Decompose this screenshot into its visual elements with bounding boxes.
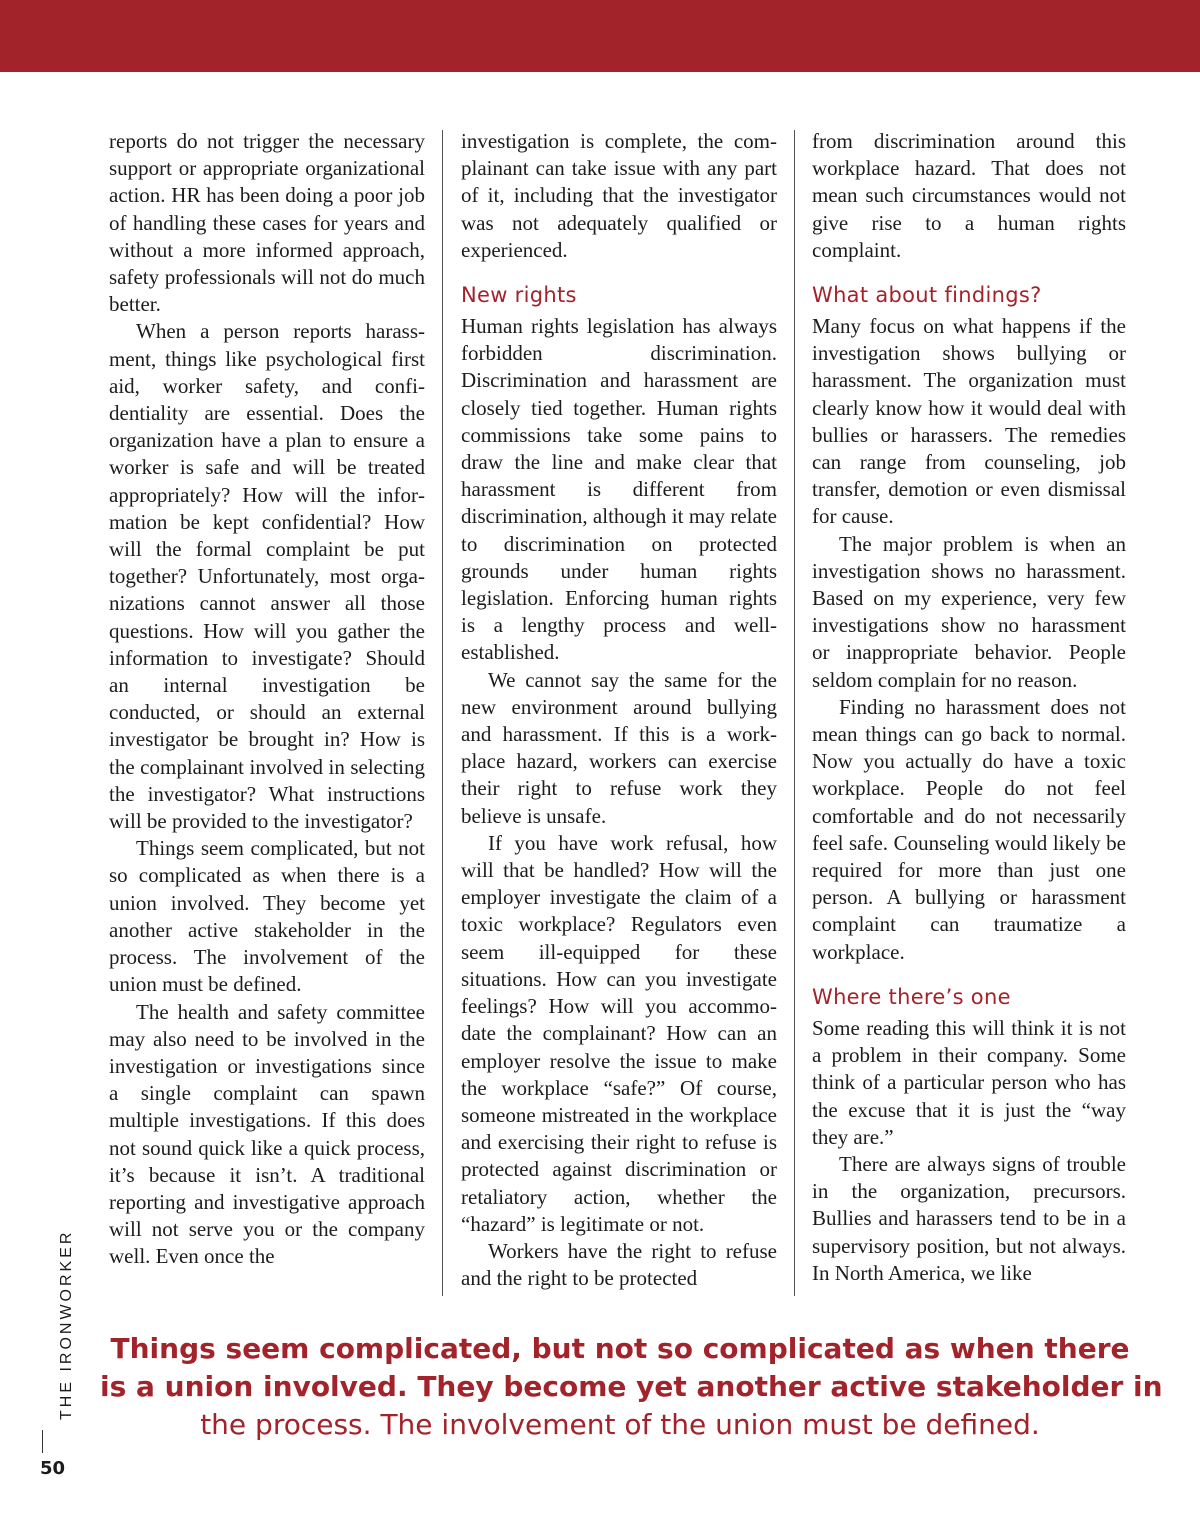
paragraph: Workers have the right to refuse and the right to be protected — [461, 1238, 777, 1291]
paragraph: Human rights legislation has always forbidden discrimination. Discrimination and harassment are closely tied together. Human rights commissions take some pains to draw the line and make clear that harassment is different from discrimination, although it may relate to discrimination on protected grounds under human rights legislation. Enforcing human rights is a lengthy process and well-established. — [461, 314, 777, 665]
paragraph: The major problem is when an investigation shows no harassment. Based on my experience, very few investigations show no harassment or inappropriate behavior. People seldom complain for no reason. — [812, 531, 1126, 692]
section-heading: Where there’s one — [812, 984, 1011, 1009]
page-number-rule — [42, 1430, 43, 1453]
page-number: 50 — [40, 1458, 66, 1479]
article-column-2 — [461, 128, 777, 1292]
paragraph: We cannot say the same for the new environment around bullying and harassment. If this is a workplace hazard, workers can exercise their right to refuse work they believe is unsafe. — [461, 667, 777, 828]
column-divider — [794, 130, 795, 1296]
paragraph: Some reading this will think it is not a problem in their company. Some think of a particular person who has the excuse that it is just the “way they are.” — [812, 1015, 1126, 1149]
paragraph: If you have work refusal, how will that be handled? How will the employer investigate the claim of a toxic workplace? Regulators even seem ill-equipped for these situations. How can you investigate feelings? How will you accommodate the complainant? How can an employer resolve the issue to make the workplace “safe?” Of course, someone mistreated in the workplace and exercising their right to refuse is protected against discrimination or retaliatory action, whether the “hazard” is legitimate or not. — [461, 830, 777, 1236]
pull-quote-line: is a union involved. They become yet another active stakeholder in — [100, 1370, 1163, 1403]
paragraph: The health and safety committee may also need to be involved in the investigation or investigations since a single complaint can spawn multiple investigations. If this does not sound quick like a quick process, it’s because it isn’t. A traditional reporting and investigative approach will not serve you or the company well. Even once the — [109, 999, 425, 1269]
paragraph: When a person reports harassment, things like psychological first aid, worker safety, and confidentiality are essential. Does the organization have a plan to ensure a worker is safe and will be treated appropriately? How will the information be kept confidential? How will the formal complaint be put together? Unfortunately, most organizations cannot answer all those questions. How will you gather the information to investigate? Should an internal investigation be conducted, or should an external investigator be brought in? How is the complainant involved in selecting the investigator? What instructions will be provided to the investigator? — [109, 319, 425, 834]
paragraph: from discrimination around this workplace hazard. That does not mean such circumstances would not give rise to a human rights complaint. — [812, 129, 1126, 262]
article-column-1 — [109, 128, 425, 1271]
section-heading: New rights — [461, 283, 577, 308]
paragraph: There are always signs of trouble in the organization, precursors. Bullies and harassers tend to be in a supervisory position, but not always. In North America, we like — [812, 1151, 1126, 1285]
header-band — [0, 0, 1200, 72]
column-divider — [442, 130, 443, 1296]
pull-quote — [100, 1330, 1163, 1444]
article-column-3 — [812, 128, 1126, 1287]
publication-name: THE IRONWORKER — [58, 1229, 75, 1420]
pull-quote-line: Things seem complicated, but not so complicated as when there — [110, 1332, 1130, 1365]
paragraph: reports do not trigger the necessary support or appropriate organizational action. HR has been doing a poor job of handling these cases for years and without a more informed approach, safety professionals will not do much better. — [109, 129, 425, 317]
paragraph: investigation is complete, the complainant can take issue with any part of it, including that the investigator was not adequately qualified or experienced. — [461, 129, 777, 262]
paragraph: Finding no harassment does not mean things can go back to normal. Now you actually do have a toxic workplace. People do not feel comfortable and do not necessarily feel safe. Counseling would likely be required for more than just one person. A bullying or harassment complaint can traumatize a workplace. — [812, 694, 1126, 964]
pull-quote-line: the process. The involvement of the union must be defined. — [200, 1408, 1040, 1441]
section-heading: What about findings? — [812, 283, 1042, 308]
paragraph: Many focus on what happens if the investigation shows bullying or harassment. The organization must clearly know how it would deal with bullies or harassers. The remedies can range from counseling, job transfer, demotion or even dismissal for cause. — [812, 314, 1126, 529]
paragraph: Things seem complicated, but not so complicated as when there is a union involved. They become yet another active stakeholder in the process. The involvement of the union must be defined. — [109, 836, 425, 997]
